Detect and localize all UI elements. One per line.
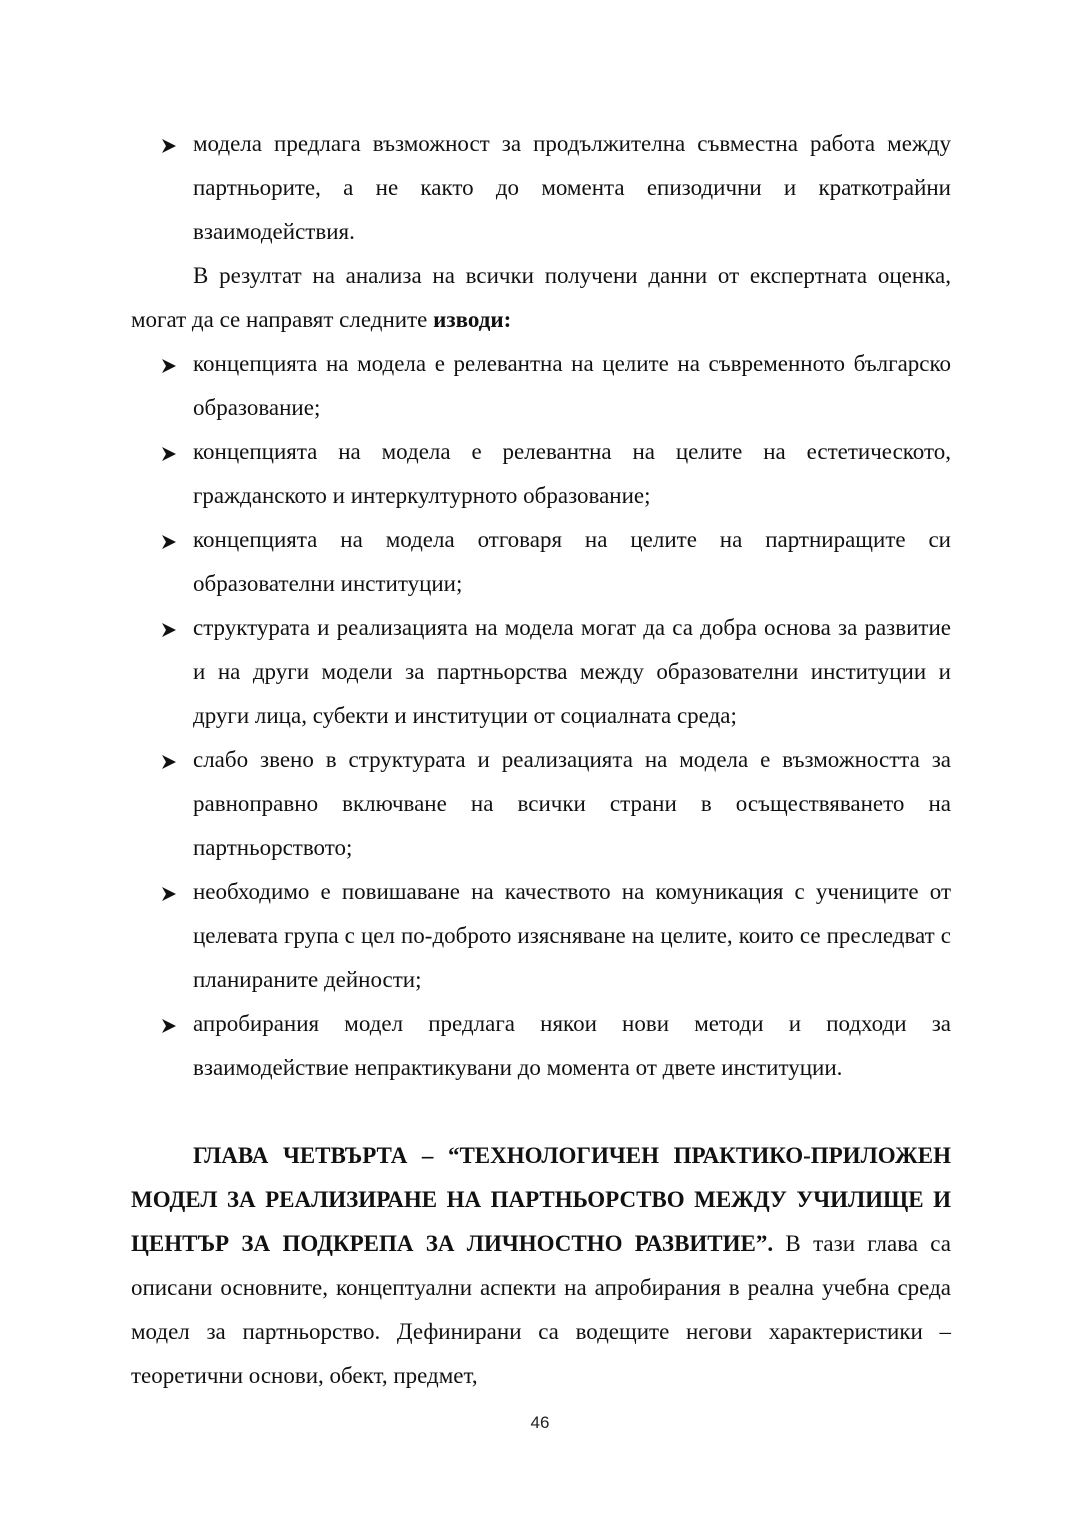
list-item xyxy=(131,870,951,1002)
list-item xyxy=(131,738,951,870)
conclusions-list xyxy=(131,342,951,1090)
list-item xyxy=(131,122,951,254)
list-item xyxy=(131,518,951,606)
conclusion-intro-text: В резултат на анализа на всички получени данни от експертната оценка, могат да се направят следните xyxy=(131,263,951,332)
intro-bullet-list xyxy=(131,122,951,254)
list-item-text: концепцията на модела е релевантна на целите на естетическото, гражданското и интеркултурното образование; xyxy=(193,439,951,508)
list-item xyxy=(131,1002,951,1090)
arrowhead-bullet-icon xyxy=(161,122,181,166)
list-item-text: апробирания модел предлага някои нови методи и подходи за взаимодействие непрактикувани до момента от двете институции. xyxy=(193,1011,951,1080)
list-item-text: слабо звено в структурата и реализацията на модела е възможността за равноправно включване на всички страни в осъществяването на партньорството; xyxy=(193,747,951,860)
conclusions-label: изводи: xyxy=(433,307,512,332)
arrowhead-bullet-icon xyxy=(161,342,181,386)
arrowhead-bullet-icon xyxy=(161,1002,181,1046)
chapter-body-text: В тази глава са описани основните, концептуални аспекти на апробирания в реална учебна среда модел за партньорство. Дефинирани са водещите негови характеристики – теоретични основи, обект, предмет, xyxy=(131,1231,951,1388)
document-page xyxy=(131,122,951,1421)
page-number: 46 xyxy=(530,1413,550,1432)
list-item xyxy=(131,430,951,518)
arrowhead-bullet-icon xyxy=(161,606,181,650)
list-item xyxy=(131,606,951,738)
conclusion-intro-paragraph xyxy=(131,254,951,342)
list-item-text: структурата и реализацията на модела могат да са добра основа за развитие и на други модели за партньорства между образователни институции и други лица, субекти и институции от социалната среда; xyxy=(193,615,951,728)
arrowhead-bullet-icon xyxy=(161,518,181,562)
list-item-text: концепцията на модела е релевантна на целите на съвременното българско образование; xyxy=(193,351,951,420)
chapter-heading: ГЛАВА ЧЕТВЪРТА – “ТЕХНОЛОГИЧЕН ПРАКТИКО-ПРИЛОЖЕН МОДЕЛ ЗА РЕАЛИЗИРАНЕ НА ПАРТНЬОРСТВО МЕЖДУ УЧИЛИЩЕ И ЦЕНТЪР ЗА ПОДКРЕПА ЗА ЛИЧНОСТНО РАЗВИТИЕ”. xyxy=(131,1143,951,1256)
list-item-text: модела предлага възможност за продължителна съвместна работа между партньорите, а не както до момента епизодични и краткотрайни взаимодействия. xyxy=(193,131,951,244)
list-item xyxy=(131,342,951,430)
arrowhead-bullet-icon xyxy=(161,430,181,474)
list-item-text: необходимо е повишаване на качеството на комуникация с учениците от целевата група с цел по-доброто изясняване на целите, които се преследват с планираните дейности; xyxy=(193,879,951,992)
chapter-four-paragraph xyxy=(131,1134,951,1398)
arrowhead-bullet-icon xyxy=(161,870,181,914)
list-item-text: концепцията на модела отговаря на целите на партниращите си образователни институции; xyxy=(193,527,951,596)
arrowhead-bullet-icon xyxy=(161,738,181,782)
